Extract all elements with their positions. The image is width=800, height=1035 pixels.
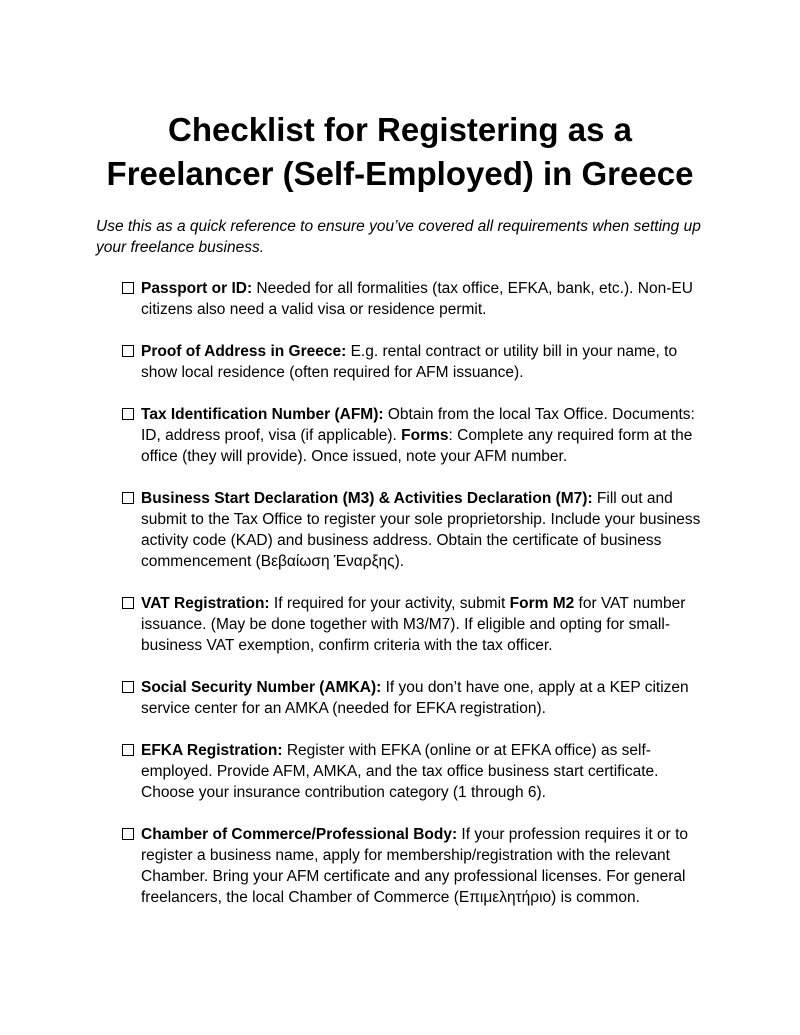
- checklist-item-vat: [122, 593, 704, 656]
- item-label: Business Start Declaration (M3) & Activities Declaration (M7):: [141, 490, 593, 507]
- item-description-continued: : Complete any required form at the office (they will provide). Once issued, note your AFM number.: [141, 427, 693, 465]
- item-label: VAT Registration:: [141, 595, 270, 612]
- checkbox-efka[interactable]: [122, 744, 134, 756]
- item-description: E.g. rental contract or utility bill in your name, to show local residence (often required for AFM issuance).: [141, 343, 678, 381]
- checkbox-business-start[interactable]: [122, 492, 134, 504]
- checkbox-chamber[interactable]: [122, 828, 134, 840]
- intro-text: Use this as a quick reference to ensure you’ve covered all requirements when setting up your freelance business.: [96, 218, 701, 256]
- page-title-line-1: Checklist for Registering as a: [168, 111, 632, 148]
- page-title: [96, 108, 704, 196]
- item-text: [141, 404, 704, 467]
- page-title-line-2: Freelancer (Self-Employed) in Greece: [106, 155, 694, 192]
- checkbox-passport[interactable]: [122, 282, 134, 294]
- checklist-item-proof-of-address: [122, 341, 704, 383]
- item-text: [141, 677, 704, 719]
- item-description: Obtain from the local Tax Office. Documents: ID, address proof, visa (if applicable).: [141, 406, 695, 444]
- item-text: [141, 824, 704, 908]
- item-label-forms: Forms: [401, 427, 449, 444]
- item-text: [141, 740, 704, 803]
- item-description-continued: for VAT number issuance. (May be done together with M3/M7). If eligible and opting for small-business VAT exemption, confirm criteria with the tax officer.: [141, 595, 686, 654]
- checklist: [96, 278, 704, 908]
- checkbox-vat[interactable]: [122, 597, 134, 609]
- item-description: Fill out and submit to the Tax Office to register your sole proprietorship. Include your business activity code (KAD) and business address. Obtain the certificate of business commencement (Βεβαίωση Έναρξης).: [141, 490, 701, 570]
- item-text: [141, 341, 704, 383]
- checkbox-amka[interactable]: [122, 681, 134, 693]
- checklist-item-passport: [122, 278, 704, 320]
- item-description: If your profession requires it or to register a business name, apply for membership/registration with the relevant Chamber. Bring your AFM certificate and any professional licenses. For general freelancers, the local Chamber of Commerce (Επιμελητήριο) is common.: [141, 826, 688, 906]
- item-label: Social Security Number (AMKA):: [141, 679, 382, 696]
- checkbox-afm[interactable]: [122, 408, 134, 420]
- checklist-item-afm: [122, 404, 704, 467]
- item-label: Proof of Address in Greece:: [141, 343, 347, 360]
- item-text: [141, 593, 704, 656]
- item-label: EFKA Registration:: [141, 742, 283, 759]
- item-text: [141, 488, 704, 572]
- checkbox-proof-of-address[interactable]: [122, 345, 134, 357]
- item-label: Chamber of Commerce/Professional Body:: [141, 826, 458, 843]
- item-description: Needed for all formalities (tax office, EFKA, bank, etc.). Non-EU citizens also need a valid visa or residence permit.: [141, 280, 693, 318]
- item-description: Register with EFKA (online or at EFKA office) as self-employed. Provide AFM, AMKA, and the tax office business start certificate. Choose your insurance contribution category (1 through 6).: [141, 742, 659, 801]
- item-label: Passport or ID:: [141, 280, 253, 297]
- checklist-item-business-start: [122, 488, 704, 572]
- item-label: Tax Identification Number (AFM):: [141, 406, 384, 423]
- item-description: If required for your activity, submit: [269, 595, 510, 612]
- checklist-item-amka: [122, 677, 704, 719]
- item-description: If you don’t have one, apply at a KEP citizen service center for an AMKA (needed for EFKA registration).: [141, 679, 689, 717]
- checklist-item-efka: [122, 740, 704, 803]
- item-text: [141, 278, 704, 320]
- checklist-item-chamber: [122, 824, 704, 908]
- item-label-form-m2: Form M2: [509, 595, 575, 612]
